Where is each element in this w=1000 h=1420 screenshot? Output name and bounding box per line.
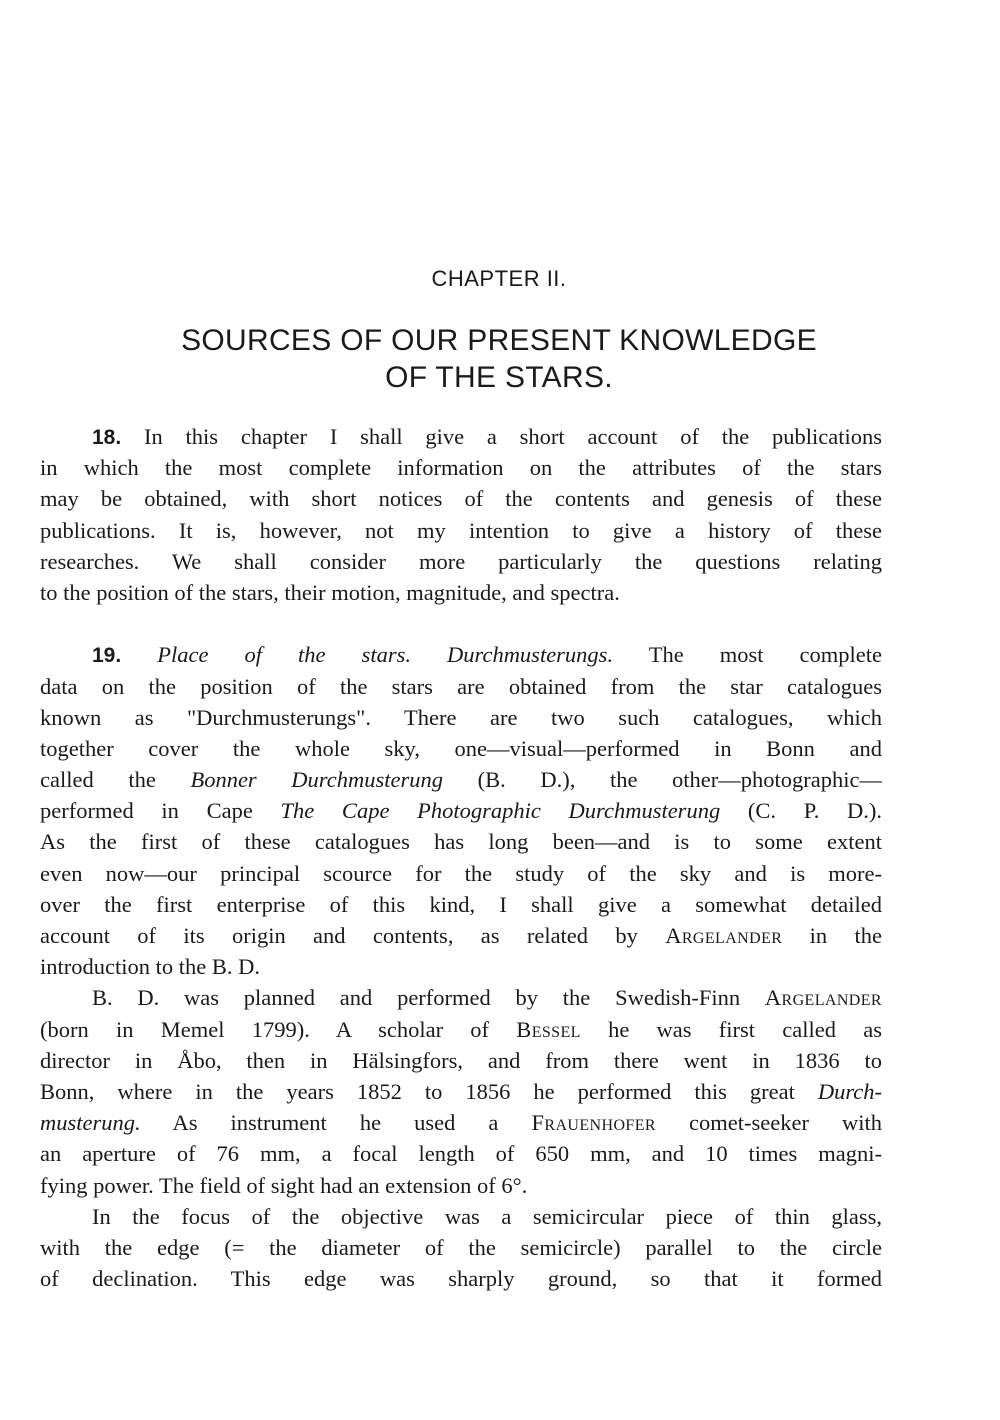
- section-19-line-11: introduction to the B. D.: [40, 954, 260, 980]
- section-19-line-10: account of its origin and contents, as related by Argelander in the: [40, 923, 882, 948]
- section-number: 19.: [92, 644, 122, 668]
- chapter-title-line-2: OF THE STARS.: [385, 361, 613, 394]
- section-heading: Place of the stars. Durchmusterungs.: [157, 642, 614, 668]
- bd-para-line-1: B. D. was planned and performed by the Swedish-Finn Argelander: [92, 985, 883, 1011]
- section-18-line-4: publications. It is, however, not my intention to give a history of these: [40, 517, 882, 543]
- focus-para-line-2: with the edge (= the diameter of the semicircle) parallel to the circle: [40, 1234, 882, 1260]
- author-name: Bessel: [516, 1016, 581, 1042]
- chapter-label: CHAPTER II.: [431, 266, 567, 291]
- section-18-line-1: 18. In this chapter I shall give a short account of the publications: [92, 424, 883, 449]
- chapter-title-line-1: SOURCES OF OUR PRESENT KNOWLEDGE: [181, 324, 817, 357]
- section-19-line-8: even now—our principal scource for the study of the sky and is more-: [40, 860, 882, 886]
- body-text: [40, 421, 882, 1294]
- author-name: Argelander: [764, 985, 883, 1011]
- section-19-line-5: called the Bonner Durchmusterung (B. D.), the other—photographic—: [40, 767, 883, 793]
- section-18-line-5: researches. We shall consider more particularly the questions relating: [40, 548, 882, 574]
- chapter-title: [40, 322, 958, 396]
- section-19-line-1: 19. Place of the stars. Durchmusterungs. The most complete: [92, 642, 883, 668]
- bd-para-line-3: director in Åbo, then in Hälsingfors, and from there went in 1836 to: [40, 1047, 882, 1073]
- author-name: Argelander: [665, 923, 783, 948]
- section-19-line-9: over the first enterprise of this kind, I shall give a somewhat detailed: [40, 891, 882, 917]
- section-18-line-2: in which the most complete information on the attributes of the stars: [40, 455, 882, 481]
- bd-para-line-7: fying power. The field of sight had an extension of 6°.: [40, 1172, 528, 1198]
- focus-para-line-1: In the focus of the objective was a semicircular piece of thin glass,: [92, 1203, 882, 1229]
- bd-para-line-5: musterung. As instrument he used a Frauenhofer comet-seeker with: [40, 1110, 883, 1136]
- section-19-line-3: known as "Durchmusterungs". There are two such catalogues, which: [40, 704, 882, 730]
- author-name: Frauenhofer: [531, 1110, 656, 1136]
- section-18-line-3: may be obtained, with short notices of the contents and genesis of these: [40, 486, 882, 512]
- section-19-line-6: performed in Cape The Cape Photographic Durchmusterung (C. P. D.).: [40, 798, 883, 824]
- bd-para-line-4: Bonn, where in the years 1852 to 1856 he performed this great Durch-: [40, 1078, 882, 1104]
- section-number: 18.: [92, 426, 122, 449]
- section-18-line-6: to the position of the stars, their motion, magnitude, and spectra.: [40, 579, 620, 605]
- focus-para-line-3: of declination. This edge was sharply ground, so that it formed: [40, 1266, 882, 1292]
- section-19-line-2: data on the position of the stars are obtained from the star catalogues: [40, 673, 882, 699]
- bd-para-line-6: an aperture of 76 mm, a focal length of 650 mm, and 10 times magni-: [40, 1141, 882, 1167]
- section-19-line-7: As the first of these catalogues has long been—and is to some extent: [40, 829, 882, 855]
- bd-para-line-2: (born in Memel 1799). A scholar of Bessel he was first called as: [40, 1016, 882, 1042]
- paragraph-gap: [40, 608, 882, 639]
- section-19-line-4: together cover the whole sky, one—visual—performed in Bonn and: [40, 735, 882, 761]
